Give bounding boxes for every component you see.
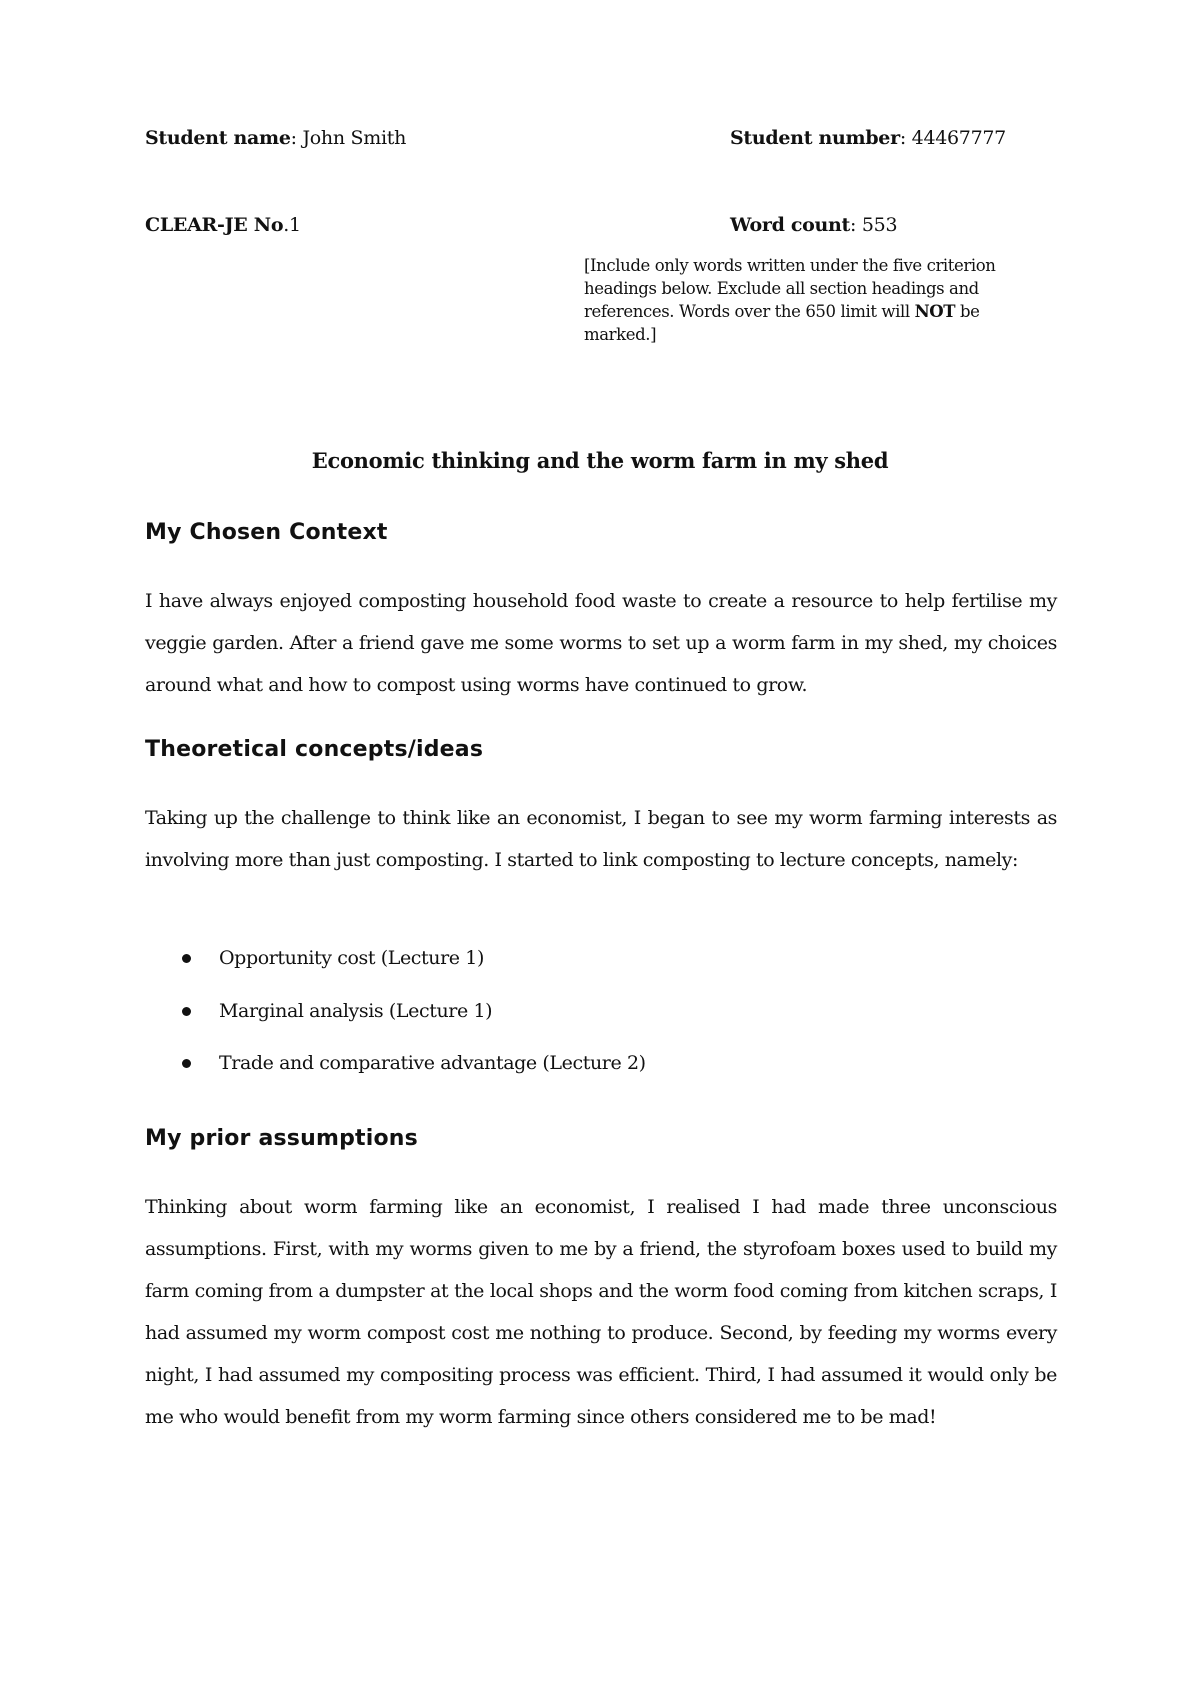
note-text-after: be marked.] — [584, 302, 980, 344]
bullet-icon — [182, 1007, 191, 1016]
student-name-value: : John Smith — [290, 127, 407, 149]
bullet-icon — [182, 954, 191, 963]
list-item — [145, 999, 646, 1052]
note-text-bold: NOT — [914, 302, 956, 321]
heading-prior-assumptions: My prior assumptions — [145, 1126, 418, 1151]
paragraph-chosen-context: I have always enjoyed composting household food waste to create a resource to help fertilise my veggie garden. After a friend gave me some worms to set up a worm farm in my shed, my choices around what and how to compost using worms have continued to grow. — [145, 590, 1057, 696]
heading-theoretical-concepts: Theoretical concepts/ideas — [145, 737, 484, 762]
student-name — [145, 127, 406, 149]
clear-je-number — [145, 214, 301, 236]
bullet-icon — [182, 1059, 191, 1068]
paragraph-prior-assumptions: Thinking about worm farming like an economist, I realised I had made three unconscious assumptions. First, with my worms given to me by a friend, the styrofoam boxes used to build my farm coming from a dumpster at the local shops and the worm food coming from kitchen scraps, I had assumed my worm compost cost me nothing to produce. Second, by feeding my worms every night, I had assumed my compositing process was efficient. Third, I had assumed it would only be me who would benefit from my worm farming since others considered me to be mad! — [145, 1196, 1057, 1428]
list-item-text: Opportunity cost (Lecture 1) — [219, 947, 484, 969]
student-number-label: Student number — [730, 127, 900, 149]
word-count — [730, 214, 897, 236]
clear-je-label: CLEAR-JE No — [145, 214, 284, 236]
note-text-before: [Include only words written under the five criterion headings below. Exclude all section headings and references. Words over the 650 limit will — [584, 256, 996, 321]
word-count-value: : 553 — [850, 214, 898, 236]
list-item-text: Trade and comparative advantage (Lecture 2) — [219, 1052, 646, 1074]
paragraph-theoretical-concepts: Taking up the challenge to think like an economist, I began to see my worm farming interests as involving more than just composting. I started to link composting to lecture concepts, namely: — [145, 807, 1057, 871]
heading-chosen-context: My Chosen Context — [145, 520, 388, 545]
student-number-value: : 44467777 — [899, 127, 1006, 149]
student-name-label: Student name — [145, 127, 291, 149]
document-title: Economic thinking and the worm farm in my shed — [311, 448, 889, 473]
word-count-label: Word count — [730, 214, 851, 236]
word-count-note — [584, 254, 1014, 346]
list-item — [145, 946, 646, 999]
student-number — [730, 127, 1006, 149]
list-item — [145, 1051, 646, 1104]
clear-je-value: .1 — [283, 214, 301, 236]
concepts-list — [145, 946, 646, 1104]
list-item-text: Marginal analysis (Lecture 1) — [219, 999, 493, 1022]
